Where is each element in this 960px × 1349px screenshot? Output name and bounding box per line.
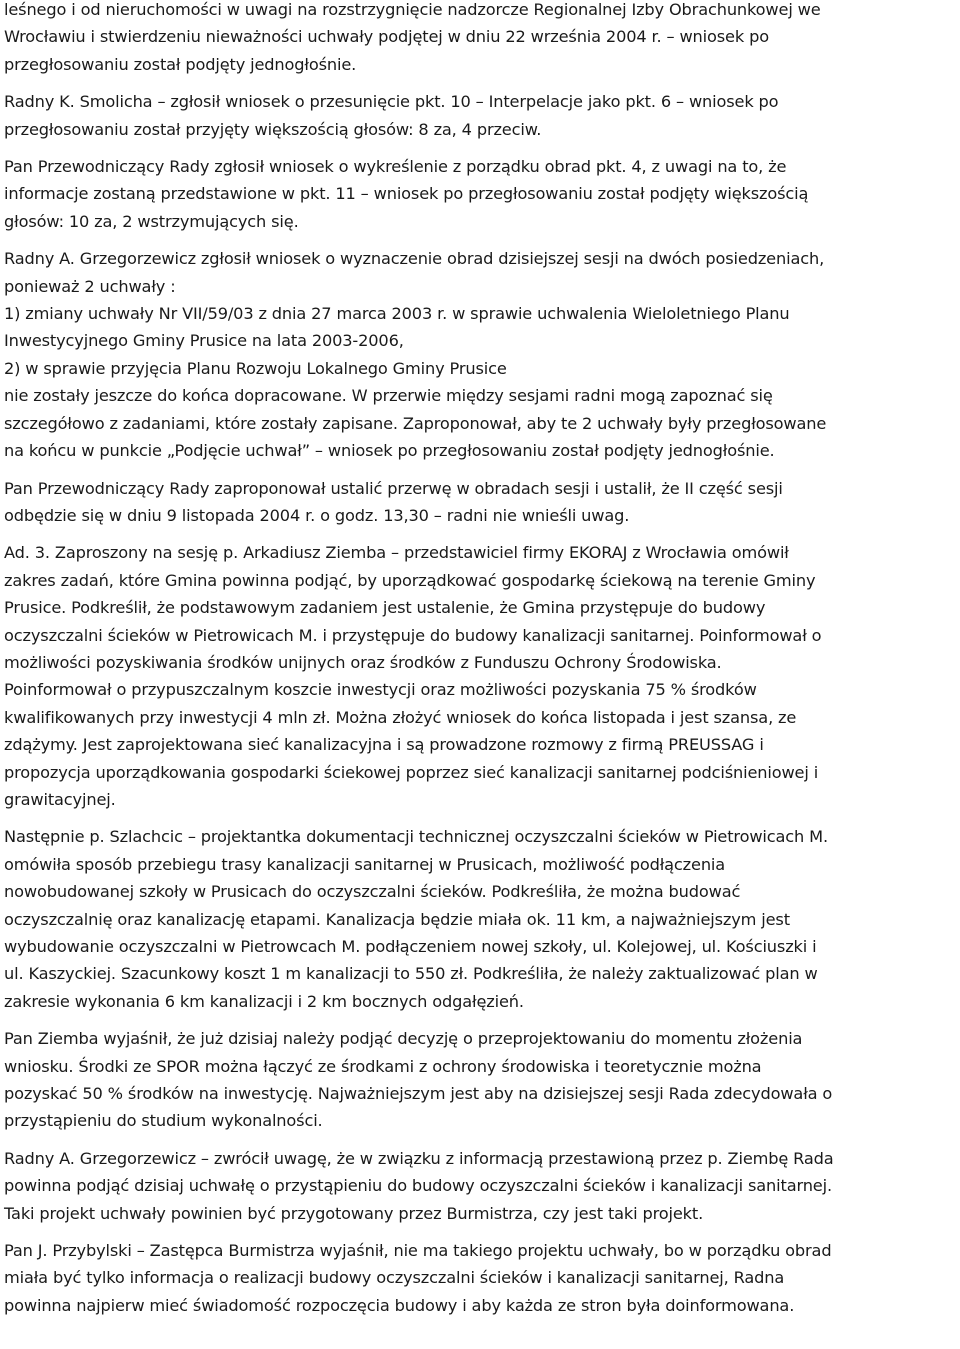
text-line: oczyszczalni ścieków w Pietrowicach M. i przystępuje do budowy kanalizacji sanitarnej. Poinformował o <box>4 625 822 645</box>
paragraph-szlachcic <box>4 823 956 1015</box>
paragraph-smolicha-motion <box>4 88 956 143</box>
text-line: Radny K. Smolicha – zgłosił wniosek o przesunięcie pkt. 10 – Interpelacje jako pkt. 6 – wniosek po <box>4 92 779 112</box>
text-line: zakres zadań, które Gmina powinna podjąć, by uporządkować gospodarkę ściekową na terenie Gminy <box>4 570 816 590</box>
text-line: pozyskać 50 % środków na inwestycję. Najważniejszym jest aby na dzisiejszej sesji Rada zdecydowała o <box>4 1084 833 1104</box>
text-line: grawitacyjnej. <box>4 789 116 809</box>
text-line: powinna podjąć dzisiaj uchwałę o przystąpieniu do budowy oczyszczalni ścieków i kanalizacji sanitarnej. <box>4 1176 832 1196</box>
text-line: nie zostały jeszcze do końca dopracowane. W przerwie między sesjami radni mogą zapoznać się <box>4 386 773 406</box>
text-line: propozycja uporządkowania gospodarki ściekowej poprzez sieć kanalizacji sanitarnej podciśnieniowej i <box>4 762 819 782</box>
text-line: możliwości pozyskiwania środków unijnych oraz środków z Funduszu Ochrony Środowiska. <box>4 652 722 672</box>
text-line: wybudowanie oczyszczalni w Pietrowcach M. podłączeniem nowej szkoły, ul. Kolejowej, ul. Kościuszki i <box>4 937 817 956</box>
text-line: omówiła sposób przebiegu trasy kanalizacji sanitarnej w Prusicach, możliwość podłączenia <box>4 854 726 874</box>
text-line: Poinformował o przypuszczalnym koszcie inwestycji oraz możliwości pozyskania 75 % środków <box>4 680 757 700</box>
paragraph-grzegorzewicz-motion <box>4 245 956 464</box>
paragraph-przybylski <box>4 1237 956 1319</box>
text-line: Ad. 3. Zaproszony na sesję p. Arkadiusz Ziemba – przedstawiciel firmy EKORAJ z Wrocławia omówił <box>4 543 789 563</box>
text-line: Radny A. Grzegorzewicz zgłosił wniosek o wyznaczenie obrad dzisiejszej sesji na dwóch posiedzeniach, <box>4 249 825 269</box>
text-line: oczyszczalnię oraz kanalizację etapami. Kanalizacja będzie miała ok. 11 km, a najważniejszym jest <box>4 909 790 929</box>
text-line: odbędzie się w dniu 9 listopada 2004 r. o godz. 13,30 – radni nie wnieśli uwag. <box>4 505 630 525</box>
text-line: Pan Przewodniczący Rady zaproponował ustalić przerwę w obradach sesji i ustalił, że II część sesji <box>4 478 783 498</box>
text-line: ul. Kaszyckiej. Szacunkowy koszt 1 m kanalizacji to 550 zł. Podkreśliła, że należy zaktualizować plan w <box>4 964 818 984</box>
text-line: wniosku. Środki ze SPOR można łączyć ze środkami z ochrony środowiska i teoretycznie można <box>4 1056 762 1076</box>
text-line: szczegółowo z zadaniami, które zostały zapisane. Zaproponował, aby te 2 uchwały były przegłosowane <box>4 413 827 433</box>
text-line: Pan Ziemba wyjaśnił, że już dzisiaj należy podjąć decyzję o przeprojektowaniu do momentu złożenia <box>4 1029 803 1049</box>
paragraph-grzegorzewicz-remark <box>4 1145 956 1227</box>
text-line: na końcu w punkcie „Podjęcie uchwał” – wniosek po przegłosowaniu został podjęty jednogłośnie. <box>4 441 775 461</box>
text-line: 1) zmiany uchwały Nr VII/59/03 z dnia 27 marca 2003 r. w sprawie uchwalenia Wieloletniego Planu <box>4 304 790 324</box>
text-line: kwalifikowanych przy inwestycji 4 mln zł. Można złożyć wniosek do końca listopada i jest szansa, ze <box>4 707 797 727</box>
text-line: ponieważ 2 uchwały : <box>4 276 176 296</box>
text-line: Następnie p. Szlachcic – projektantka dokumentacji technicznej oczyszczalni ścieków w Pietrowicach M. <box>4 827 828 847</box>
paragraph-resolution-annulment <box>4 0 956 78</box>
text-line: Pan J. Przybylski – Zastępca Burmistrza wyjaśnił, nie ma takiego projektu uchwały, bo w porządku obrad <box>4 1241 832 1261</box>
text-line: nowobudowanej szkoły w Prusicach do oczyszczalni ścieków. Podkreśliła, że można budować <box>4 882 741 902</box>
text-line: powinna najpierw mieć świadomość rozpoczęcia budowy i aby każda ze stron była doinformowana. <box>4 1295 795 1315</box>
paragraph-ziemba-explanation <box>4 1025 956 1135</box>
paragraph-ad3-ziemba <box>4 539 956 813</box>
paragraph-session-break <box>4 475 956 530</box>
text-line: zdążymy. Jest zaprojektowana sieć kanalizacyjna i są prowadzone rozmowy z firmą PREUSSAG i <box>4 735 764 755</box>
text-line: głosów: 10 za, 2 wstrzymujących się. <box>4 211 299 231</box>
text-line: 2) w sprawie przyjęcia Planu Rozwoju Lokalnego Gminy Prusice <box>4 358 507 378</box>
text-line: Taki projekt uchwały powinien być przygotowany przez Burmistrza, czy jest taki projekt. <box>4 1203 704 1223</box>
text-line: przegłosowaniu został podjęty jednogłośnie. <box>4 54 357 74</box>
text-line: leśnego i od nieruchomości w uwagi na rozstrzygnięcie nadzorcze Regionalnej Izby Obrachunkowej we <box>4 0 821 19</box>
text-line: zakresie wykonania 6 km kanalizacji i 2 km bocznych odgałęzień. <box>4 991 524 1011</box>
text-line: Radny A. Grzegorzewicz – zwrócił uwagę, że w związku z informacją przestawioną przez p. Ziembę Rada <box>4 1148 834 1168</box>
text-line: miała być tylko informacja o realizacji budowy oczyszczalni ścieków i kanalizacji sanitarnej, Radna <box>4 1268 785 1288</box>
paragraph-chairman-motion <box>4 153 956 235</box>
text-line: Wrocławiu i stwierdzeniu nieważności uchwały podjętej w dniu 22 września 2004 r. – wniosek po <box>4 27 769 47</box>
text-line: przegłosowaniu został przyjęty większością głosów: 8 za, 4 przeciw. <box>4 119 542 139</box>
text-line: informacje zostaną przedstawione w pkt. 11 – wniosek po przegłosowaniu został podjęty większością <box>4 184 809 204</box>
text-line: Pan Przewodniczący Rady zgłosił wniosek o wykreślenie z porządku obrad pkt. 4, z uwagi na to, że <box>4 157 787 177</box>
text-line: Prusice. Podkreślił, że podstawowym zadaniem jest ustalenie, że Gmina przystępuje do budowy <box>4 598 766 618</box>
text-line: Inwestycyjnego Gminy Prusice na lata 2003-2006, <box>4 331 404 351</box>
text-line: przystąpieniu do studium wykonalności. <box>4 1111 323 1131</box>
